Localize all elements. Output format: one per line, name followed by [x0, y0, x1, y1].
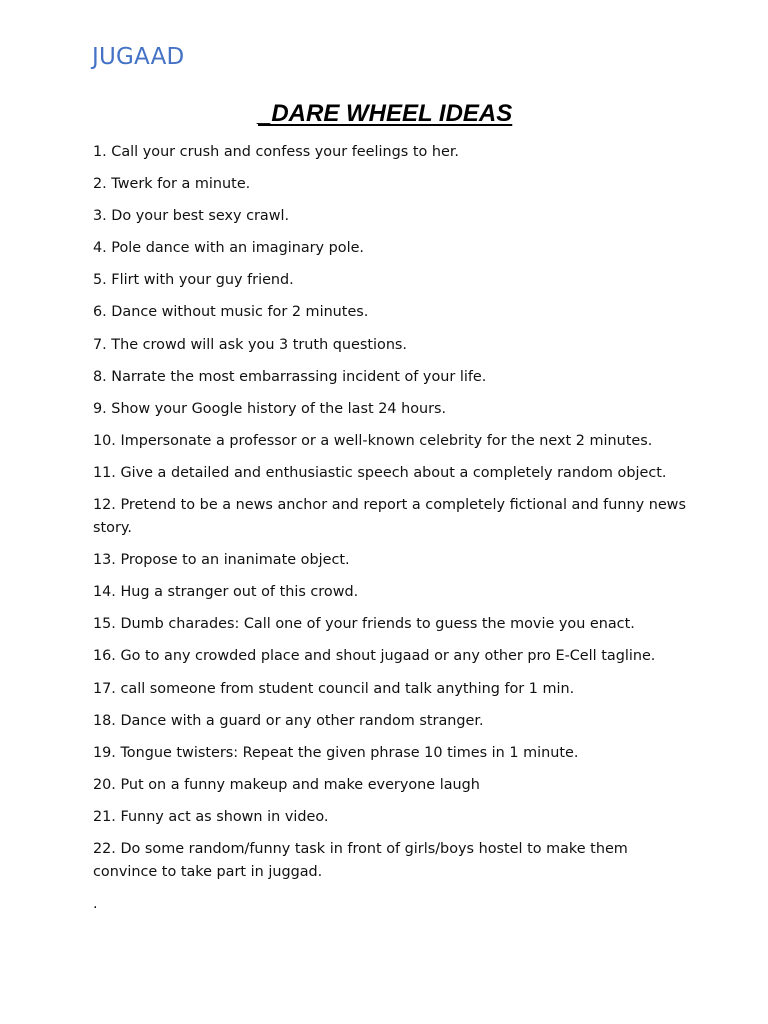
list-item: 8. Narrate the most embarrassing incident of your life. [93, 368, 487, 385]
list-item: 20. Put on a funny makeup and make everyone laugh [93, 776, 480, 793]
dare-list [93, 141, 693, 893]
list-item: 3. Do your best sexy crawl. [93, 208, 290, 225]
list-item: 7. The crowd will ask you 3 truth questions. [93, 336, 408, 353]
list-item: 19. Tongue twisters: Repeat the given phrase 10 times in 1 minute. [93, 744, 579, 761]
list-item: 6. Dance without music for 2 minutes. [93, 304, 369, 321]
org-name: JUGAAD [92, 44, 185, 70]
list-item: 9. Show your Google history of the last 24 hours. [93, 400, 447, 417]
list-item: 21. Funny act as shown in video. [93, 808, 329, 825]
document-title: _DARE WHEEL IDEAS [258, 100, 513, 127]
list-item: 16. Go to any crowded place and shout jugaad or any other pro E-Cell tagline. [93, 648, 656, 665]
list-item: 18. Dance with a guard or any other random stranger. [93, 712, 484, 729]
list-item: 22. Do some random/funny task in front of girls/boys hostel to make them convince to take part in juggad. [93, 840, 628, 880]
list-item: 13. Propose to an inanimate object. [93, 552, 350, 569]
list-item: 11. Give a detailed and enthusiastic speech about a completely random object. [93, 464, 667, 481]
list-item: 14. Hug a stranger out of this crowd. [93, 584, 359, 601]
list-item: 1. Call your crush and confess your feelings to her. [93, 144, 459, 160]
list-item: 15. Dumb charades: Call one of your friends to guess the movie you enact. [93, 616, 635, 633]
list-item: 10. Impersonate a professor or a well-known celebrity for the next 2 minutes. [93, 432, 653, 449]
trailing-mark: . [93, 896, 98, 912]
list-item: 12. Pretend to be a news anchor and report a completely fictional and funny news story. [93, 497, 686, 537]
list-item: 2. Twerk for a minute. [93, 176, 251, 193]
list-item: 5. Flirt with your guy friend. [93, 272, 294, 289]
list-item: 4. Pole dance with an imaginary pole. [93, 240, 365, 257]
list-item: 17. call someone from student council and talk anything for 1 min. [93, 680, 575, 697]
